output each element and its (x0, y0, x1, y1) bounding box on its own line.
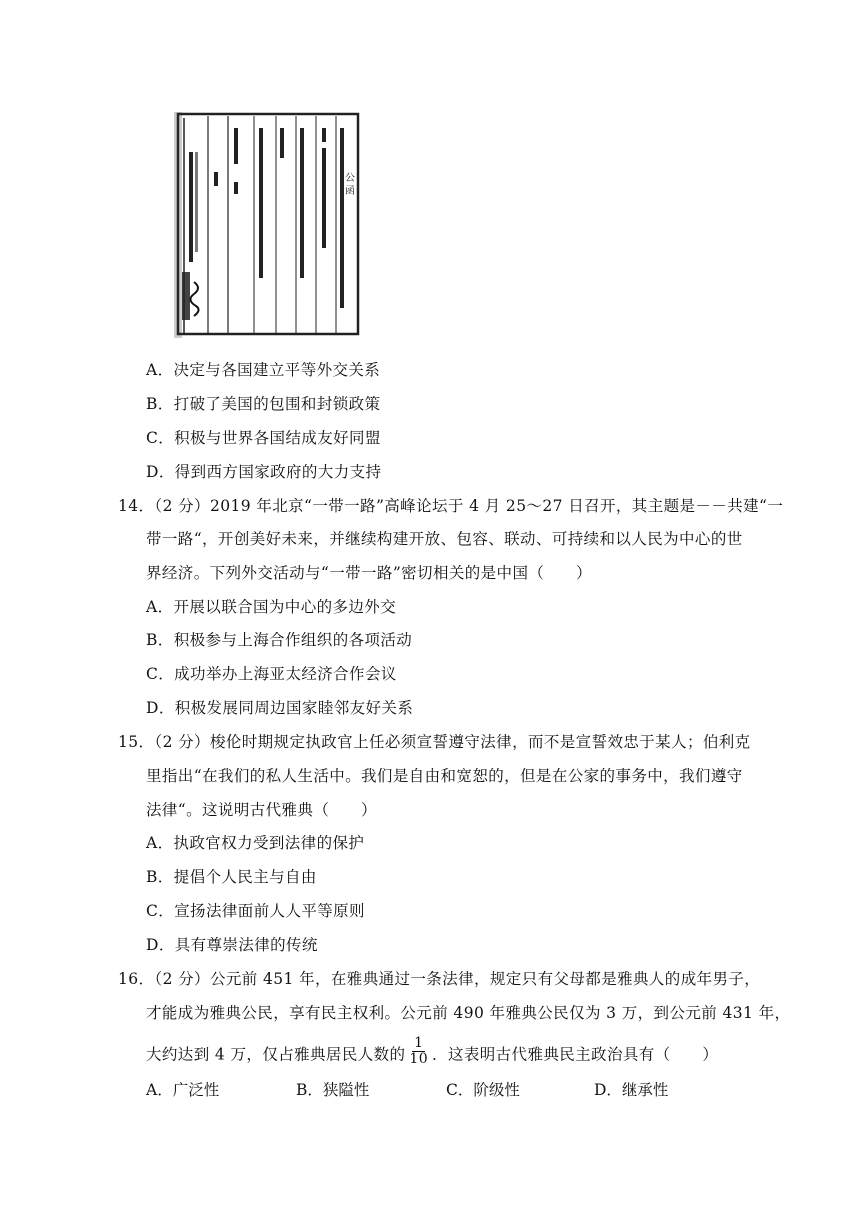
q16-line3-after: ．这表明古代雅典民主政治具有（ ） (432, 1045, 719, 1064)
fraction (407, 1036, 430, 1067)
q16-option-a: A．广泛性 (146, 1081, 220, 1099)
q14-stem-line3: 界经济。下列外交活动与“一带一路”密切相关的是中国（ ） (146, 564, 592, 582)
q15-option-c: C．宣扬法律面前人人平等原则 (146, 902, 365, 920)
q13-option-a: A．决定与各国建立平等外交关系 (146, 361, 381, 379)
q14-stem-line1: 14．（2 分）2019 年北京“一带一路”高峰论坛于 4 月 25～27 日召开，其主题是－－共建“一 (118, 497, 784, 515)
q14-option-d: D．积极发展同周边国家睦邻友好关系 (146, 699, 414, 717)
q16-stem-line3 (146, 1035, 719, 1071)
fraction-numerator: 1 (414, 1035, 424, 1051)
q14-option-c: C．成功举办上海亚太经济合作会议 (146, 665, 397, 683)
q15-stem-line1: 15．（2 分）梭伦时期规定执政官上任必须宣誓遵守法律，而不是宣誓效忠于某人；伯利克 (118, 733, 751, 751)
q16-option-b: B．狭隘性 (296, 1081, 370, 1099)
q16-line3-before: 大约达到 4 万，仅占雅典居民人数的 (146, 1045, 406, 1064)
q15-stem-line2: 里指出“在我们的私人生活中。我们是自由和宽恕的，但是在公家的事务中，我们遵守 (146, 767, 743, 785)
q16-stem-line1: 16．（2 分）公元前 451 年，在雅典通过一条法律，规定只有父母都是雅典人的成年男子， (118, 970, 761, 988)
q14-option-b: B．积极参与上海合作组织的各项活动 (146, 631, 413, 649)
q15-option-d: D．具有尊崇法律的传统 (146, 936, 318, 954)
q15-option-a: A．执政官权力受到法律的保护 (146, 834, 365, 852)
q15-stem-line3: 法律“。这说明古代雅典（ ） (146, 801, 377, 819)
q15-option-b: B．提倡个人民主与自由 (146, 868, 317, 886)
q13-option-b: B．打破了美国的包围和封锁政策 (146, 395, 381, 413)
q13-option-c: C．积极与世界各国结成友好同盟 (146, 429, 381, 447)
q13-option-d: D．得到西方国家政府的大力支持 (146, 463, 382, 481)
figure-title: 公 函 (342, 172, 354, 196)
q14-stem-line2: 带一路“，开创美好未来，并继续构建开放、包容、联动、可持续和以人民为中心的世 (146, 530, 743, 548)
q16-option-d: D．继承性 (594, 1081, 669, 1099)
fraction-denominator: 10 (409, 1051, 429, 1067)
q16-option-c: C．阶级性 (446, 1081, 520, 1099)
q14-option-a: A．开展以联合国为中心的多边外交 (146, 598, 397, 616)
historical-letter-image (172, 112, 362, 338)
q16-stem-line2: 才能成为雅典公民，享有民主权利。公元前 490 年雅典公民仅为 3 万，到公元前 431 年， (146, 1004, 791, 1022)
